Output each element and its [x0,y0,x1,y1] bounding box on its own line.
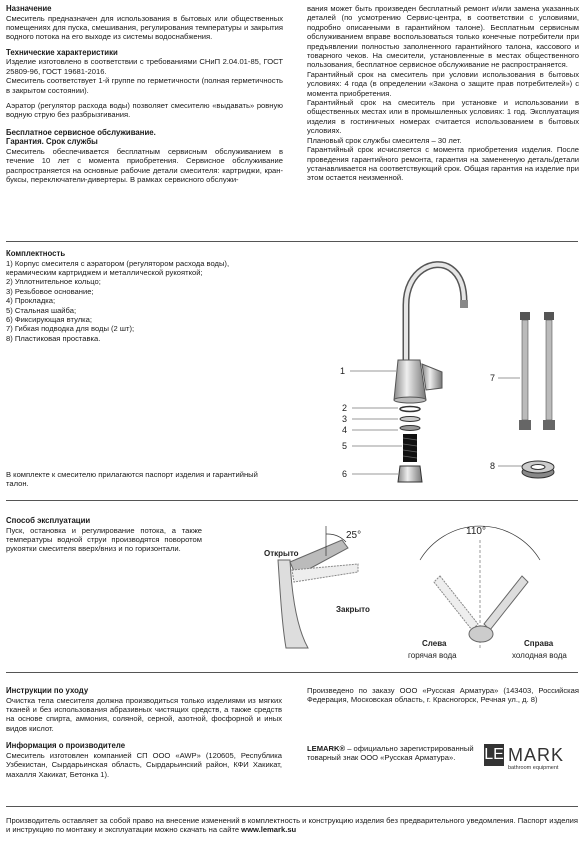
service-text: Смеситель обеспечивается бесплатным сервисным обслуживанием в течение 10 лет с момента приобретения. Сервисное обслуживание распространяется на основные рабочие детали смесителя: картриджи, кран-буксы, переключатели-дивертеры. В рамках сервисного обслужи- [6,147,283,185]
brand-block [307,744,479,763]
side-view-faucet [278,526,358,648]
tech-text-1: Изделие изготовлено в соответствии с требованиями СНиП 2.04.01-85, ГОСТ 25809-96, ГОСТ 19681-2016. [6,57,283,76]
purpose-heading: Назначение [6,4,52,13]
service-heading-2: Гарантия. Срок службы [6,137,98,147]
callout-8: 8 [490,461,496,471]
care-heading: Инструкции по уходу [6,686,89,695]
kit-item-8: 8) Пластиковая проставка. [6,333,101,343]
kit-item-4: 4) Прокладка; [6,296,56,306]
footer-site-link[interactable]: www.lemark.su [241,825,297,835]
operation-section [6,516,202,554]
kit-note: В комплекте к смесителю прилагаются паспорт изделия и гарантийный талон. [6,470,258,489]
manufacturer-text: Смеситель изготовлен компанией СП ООО «AWP» (120605, Республика Узбекистан, Сырдарьинская область, Сырдарьинский район, КФИ Хакикат, махалля Хакикат, Бетонка 1). [6,750,282,779]
service-heading-1: Бесплатное сервисное обслуживание. [6,127,156,137]
right-label: Справа [524,639,554,648]
left-label: Слева [422,639,447,648]
part-7-hoses [519,312,555,430]
logo-mark: MARK [508,745,565,765]
kit-item-5: 5) Стальная шайба; [6,305,77,315]
callout-3: 3 [342,414,348,424]
warranty-section [307,4,579,183]
service-life-text: Плановый срок службы смесителя – 30 лет. [307,135,462,145]
warranty-public-text: Гарантийный срок на смеситель при установке и использовании в общественных местах или в промышленных условиях: 1 год. Эксплуатация изделия в гостиничных номерах считается использованием в бытовых условиях. [307,98,579,136]
operation-diagram [250,520,580,668]
footer-note [6,816,578,835]
part-6-sleeve [398,466,422,482]
tech-heading: Технические характеристики [6,47,118,57]
brand-text: – официально зарегистрированный товарный знак ООО «Русская Арматура». [307,744,474,763]
closed-label: Закрыто [336,605,370,614]
kit-item-7: 7) Гибкая подводка для воды (2 шт); [6,324,135,334]
operation-heading: Способ эксплуатации [6,516,91,525]
logo-le: LE [484,744,504,766]
top-view-faucet [420,526,540,648]
angle-25-label: 25° [346,530,362,541]
part-4-gasket [400,426,420,431]
kit-diagram [330,250,580,495]
kit-heading: Комплектность [6,249,66,258]
service-continued-text: вания может быть произведен бесплатный ремонт и/или замена указанных деталей (по усмотрению Сервис-центра, в соответствии с условиями, подробно описанными в гарантийном талоне). Бесплатным сервисным обслуживанием вправе воспользоваться только конечные потребители при предъявлении полностью заполненного гарантийного талона, кассового и товарного чеков. На смесители, установленные в местах общественного пользования, бесплатное сервисное обслуживание не распространяется. [307,4,579,70]
callout-4: 4 [342,425,348,435]
part-3-base [400,417,420,422]
care-section [6,686,282,779]
divider-1 [6,241,578,242]
aerator [460,300,468,308]
purpose-text: Смеситель предназначен для использования в бытовых или общественных помещениях для пуска, смешивания, регулирования температуры и закрытия водного потока на его выходе из системы водоснабжения. [6,13,283,42]
callout-1: 1 [340,366,346,376]
lemark-logo [484,744,580,774]
part-2-ring [400,407,420,412]
left-hot-label: горячая вода [408,651,457,660]
divider-2 [6,500,578,501]
callout-6: 6 [342,469,348,479]
callout-5: 5 [342,441,348,451]
divider-4 [6,806,578,807]
brand-name: LEMARK® [307,744,346,753]
operation-text: Пуск, остановка и регулирование потока, а также температуры водной струи производятся поворотом рукоятки смесителя вверх/вниз и по горизонтали. [6,525,202,554]
warranty-start-text: Гарантийный срок исчисляется с момента приобретения изделия. После проведения гарантийного ремонта, гарантия на замененную деталь/детали устанавливается на соответствующий срок. Общая гарантия на изделие при этом остается неизменной. [307,145,579,183]
order-text: Произведено по заказу ООО «Русская Арматура» (143403, Российская Федерация, Московская область, г. Красногорск, Речная ул., д. 8) [307,686,579,705]
angle-110-label: 110° [466,526,486,537]
tech-text-3: Аэратор (регулятор расхода воды) позволяет смесителю «выдавать» ровную водную струю без разбрызгивания. [6,101,283,120]
manufacturer-heading: Информация о производителе [6,741,126,751]
divider-3 [6,672,578,673]
footer-text: Производитель оставляет за собой право на внесение изменений в комплектность и конструкцию изделия без предварительного уведомления. Паспорт изделия и инструкцию по монтажу и эксплуатации можно скачать на сайте [6,816,578,835]
kit-item-6: 6) Фиксирующая втулка; [6,315,92,325]
care-text: Очистка тела смесителя должна производиться только изделиями из мягких тканей и без использования абразивных чистящих средств, а также средств на основе спирта, аммония, соляной, серной, азотной, фосфорной и иных видов кислот. [6,695,282,733]
faucet-spout [406,265,464,370]
right-cold-label: холодная вода [512,651,567,660]
purpose-section [6,4,283,185]
kit-section [6,249,276,343]
part-8-spacer [522,461,554,478]
tech-text-2: Смеситель соответствует 1-й группе по герметичности (полная герметичность в закрытом состоянии). [6,76,283,95]
warranty-home-text: Гарантийный срок на смеситель при условии использования в бытовых условиях: 4 года (в определении «Закона о защите прав потребителей») с момента приобретения. [307,69,579,98]
faucet-handle [422,364,442,390]
kit-item-2: 2) Уплотнительное кольцо; [6,277,101,287]
callout-2: 2 [342,403,348,413]
logo-subtitle: bathroom equipment [508,765,559,771]
kit-item-3: 3) Резьбовое основание; [6,286,94,296]
open-label: Открыто [264,549,299,558]
kit-item-1: 1) Корпус смесителя с аэратором (регулятором расхода воды), керамическим картриджем и металлической рукояткой; [6,258,230,277]
callout-7: 7 [490,373,496,383]
faucet-body [394,360,426,400]
